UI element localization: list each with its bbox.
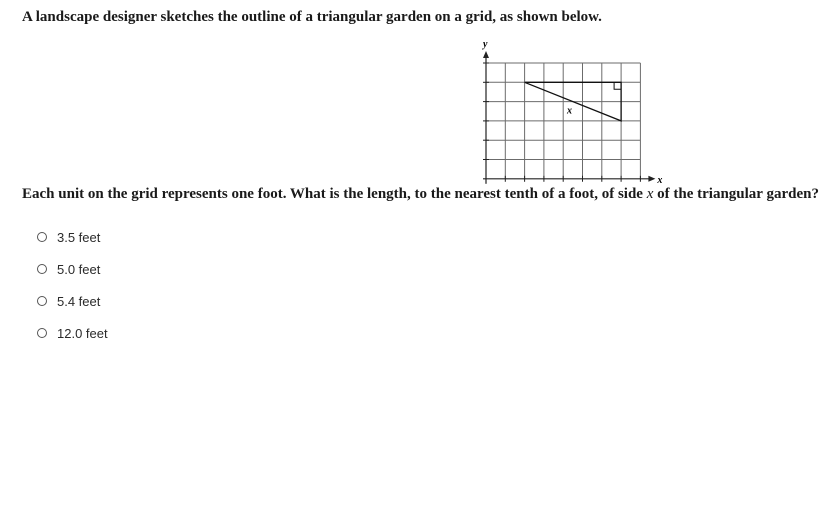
- prompt-text-before: Each unit on the grid represents one foot. What is the length, to the nearest tenth of a foot, of side: [22, 186, 647, 202]
- choice-label: 5.0 feet: [57, 261, 101, 277]
- radio-button[interactable]: [37, 296, 47, 306]
- grid-figure: [470, 36, 670, 188]
- side-x-label: x: [567, 105, 573, 117]
- answer-choice-b[interactable]: [37, 260, 108, 278]
- choice-label: 5.4 feet: [57, 293, 101, 309]
- y-axis-arrow: [483, 51, 489, 58]
- x-axis-arrow: [648, 176, 655, 182]
- answer-choice-a[interactable]: [37, 228, 108, 246]
- x-axis-label: x: [657, 174, 663, 186]
- answer-choice-d[interactable]: [37, 324, 108, 342]
- answer-choice-c[interactable]: [37, 292, 108, 310]
- axes: [483, 51, 655, 184]
- coordinate-grid: [470, 36, 670, 188]
- answer-choices: [37, 228, 108, 356]
- choice-label: 12.0 feet: [57, 325, 108, 341]
- right-angle-marker: [614, 82, 621, 89]
- prompt-variable: x: [646, 186, 654, 202]
- grid-lines: [486, 63, 640, 179]
- question-prompt: [22, 186, 819, 203]
- y-axis-label: y: [483, 39, 488, 50]
- question-stem: A landscape designer sketches the outline of a triangular garden on a grid, as shown below.: [22, 9, 602, 25]
- prompt-text-after: of the triangular garden?: [653, 186, 819, 202]
- radio-button[interactable]: [37, 328, 47, 338]
- radio-button[interactable]: [37, 232, 47, 242]
- radio-button[interactable]: [37, 264, 47, 274]
- choice-label: 3.5 feet: [57, 229, 101, 245]
